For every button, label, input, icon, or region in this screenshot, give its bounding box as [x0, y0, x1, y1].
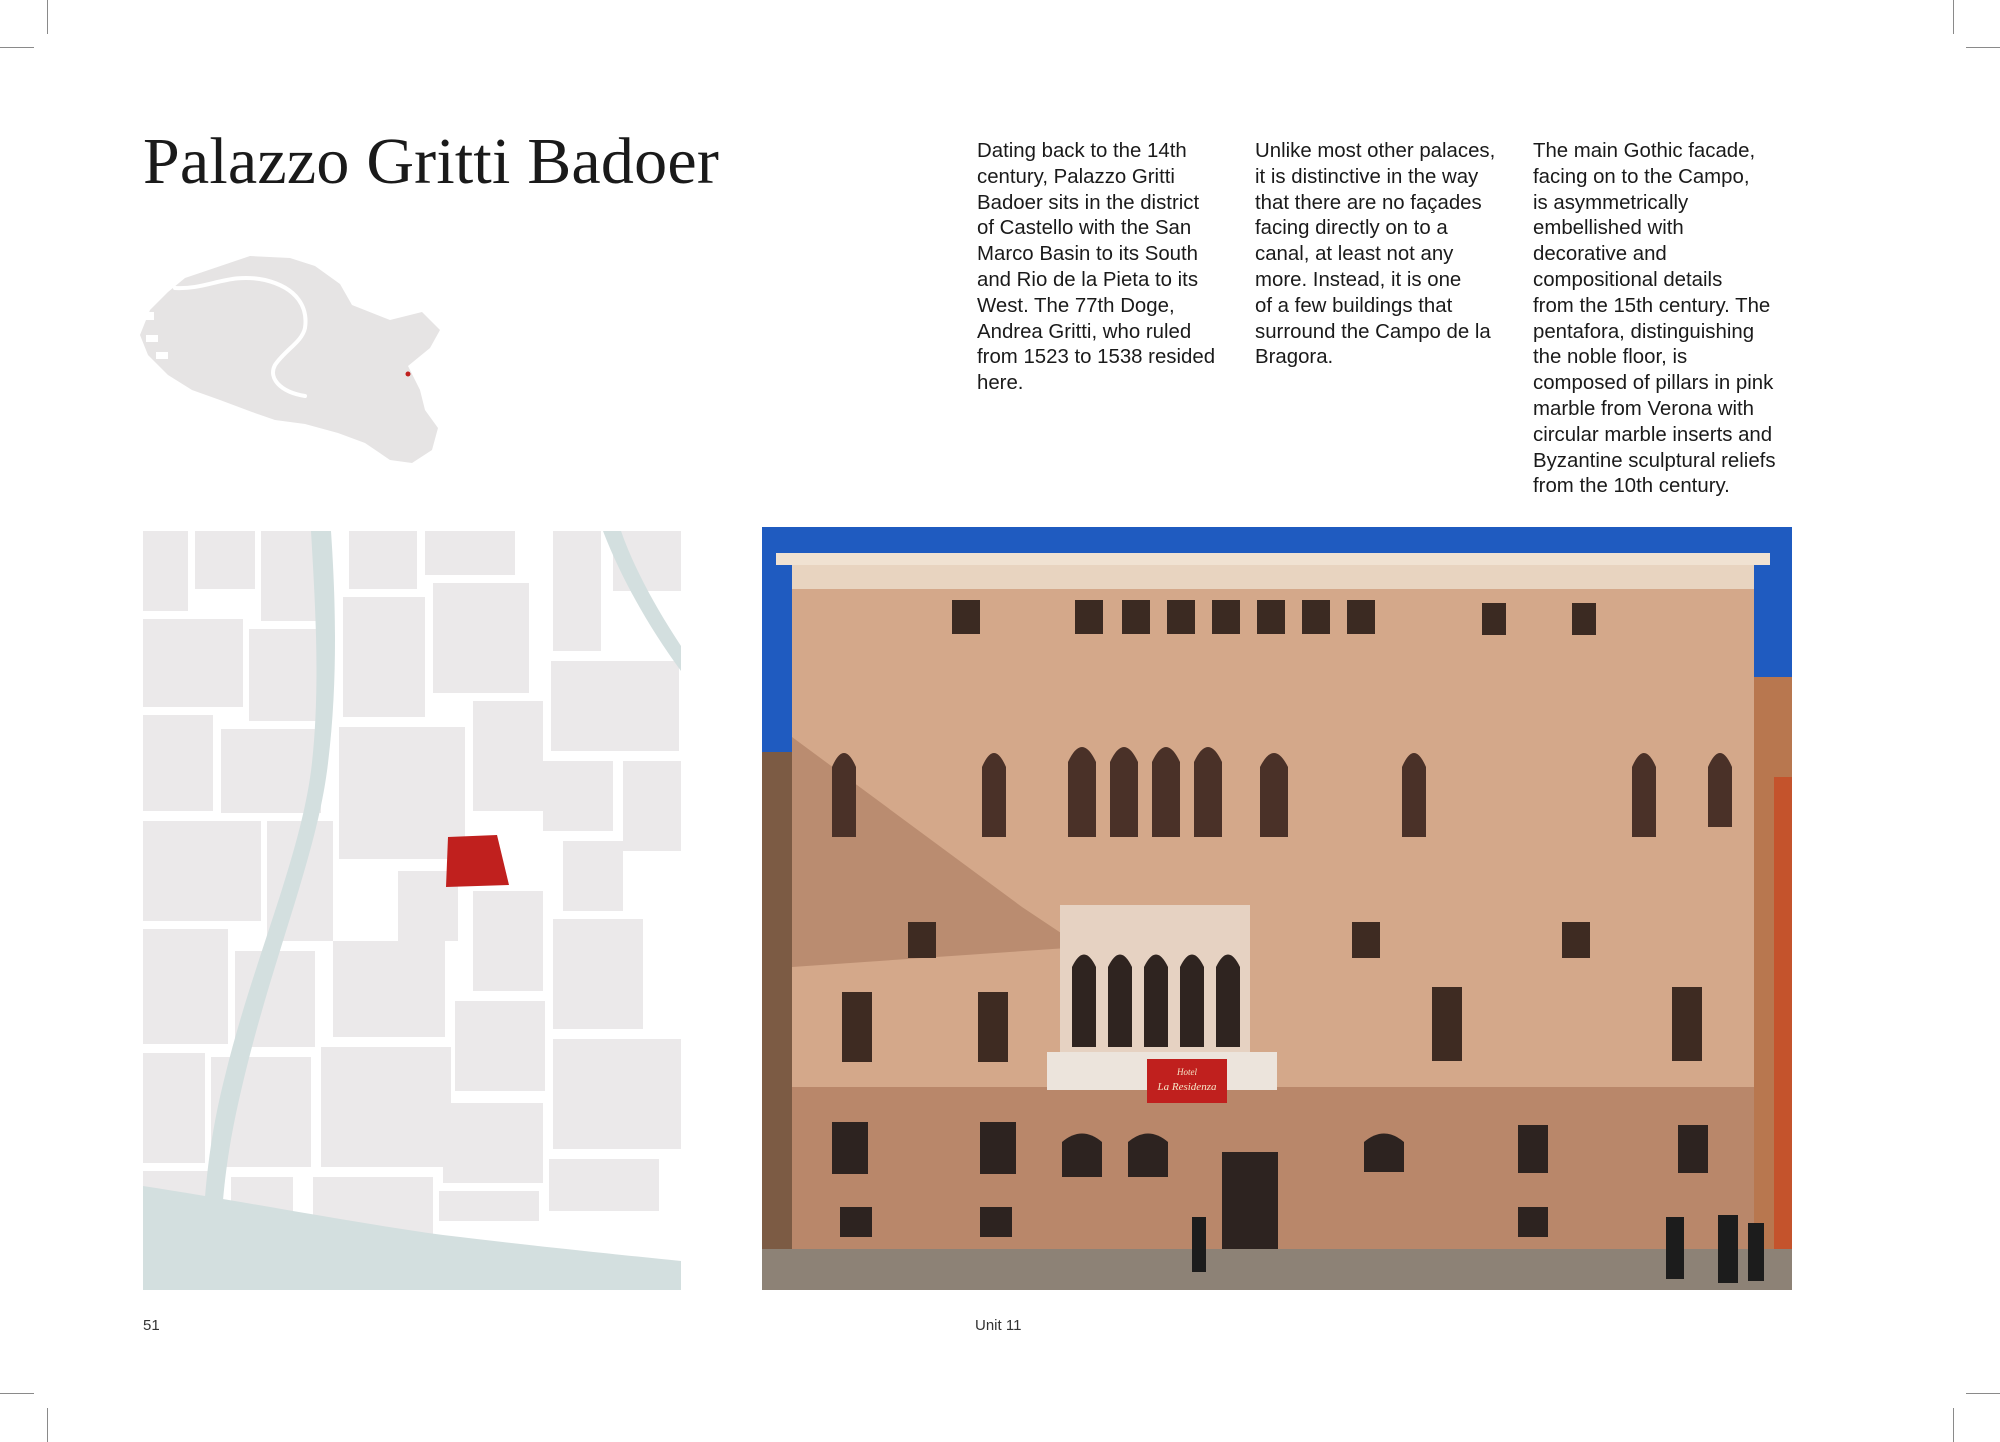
overview-map: [140, 250, 540, 475]
hotel-banner-line2: La Residenza: [1157, 1081, 1217, 1093]
crop-mark: [1966, 1393, 2000, 1394]
crop-mark: [1953, 0, 1954, 34]
body-paragraph: Dating back to the 14th century, Palazzo Gritti Badoer sits in the district of Castello with the San Marco Basin to its South and Rio de la Pieta to its West. The 77th Doge, Andrea Gritti, who ruled from 1523 to 1538 resided here.: [977, 140, 1216, 395]
crop-mark: [47, 1408, 48, 1442]
page-title: Palazzo Gritti Badoer: [143, 125, 719, 198]
unit-label: Unit 11: [975, 1317, 1022, 1334]
facade-photo: [762, 527, 1792, 1290]
crop-mark: [1966, 47, 2000, 48]
location-dot: [406, 372, 411, 377]
shoreline-notch: [140, 312, 154, 320]
crop-mark: [0, 1393, 34, 1394]
page-number: 51: [143, 1317, 160, 1334]
crop-mark: [47, 0, 48, 34]
shoreline-notch: [156, 352, 168, 359]
hotel-banner-line1: Hotel: [1177, 1067, 1197, 1077]
shoreline-notch: [146, 335, 158, 342]
street-map: [143, 531, 681, 1290]
crop-mark: [0, 47, 34, 48]
crop-mark: [1953, 1408, 1954, 1442]
body-paragraph: The main Gothic facade, facing on to the Campo, is asymmetrically embellished with decorative and compositional details from the 15th century. The pentafora, distinguishing the noble floor, is composed of pillars in pink marble from Verona with circular marble inserts and Byzantine sculptural reliefs from the 10th century.: [1533, 140, 1776, 498]
body-paragraph: Unlike most other palaces, it is distinctive in the way that there are no façades facing directly on to a canal, at least not any more. Instead, it is one of a few buildings that surround the Campo de la Bragora.: [1255, 140, 1496, 369]
